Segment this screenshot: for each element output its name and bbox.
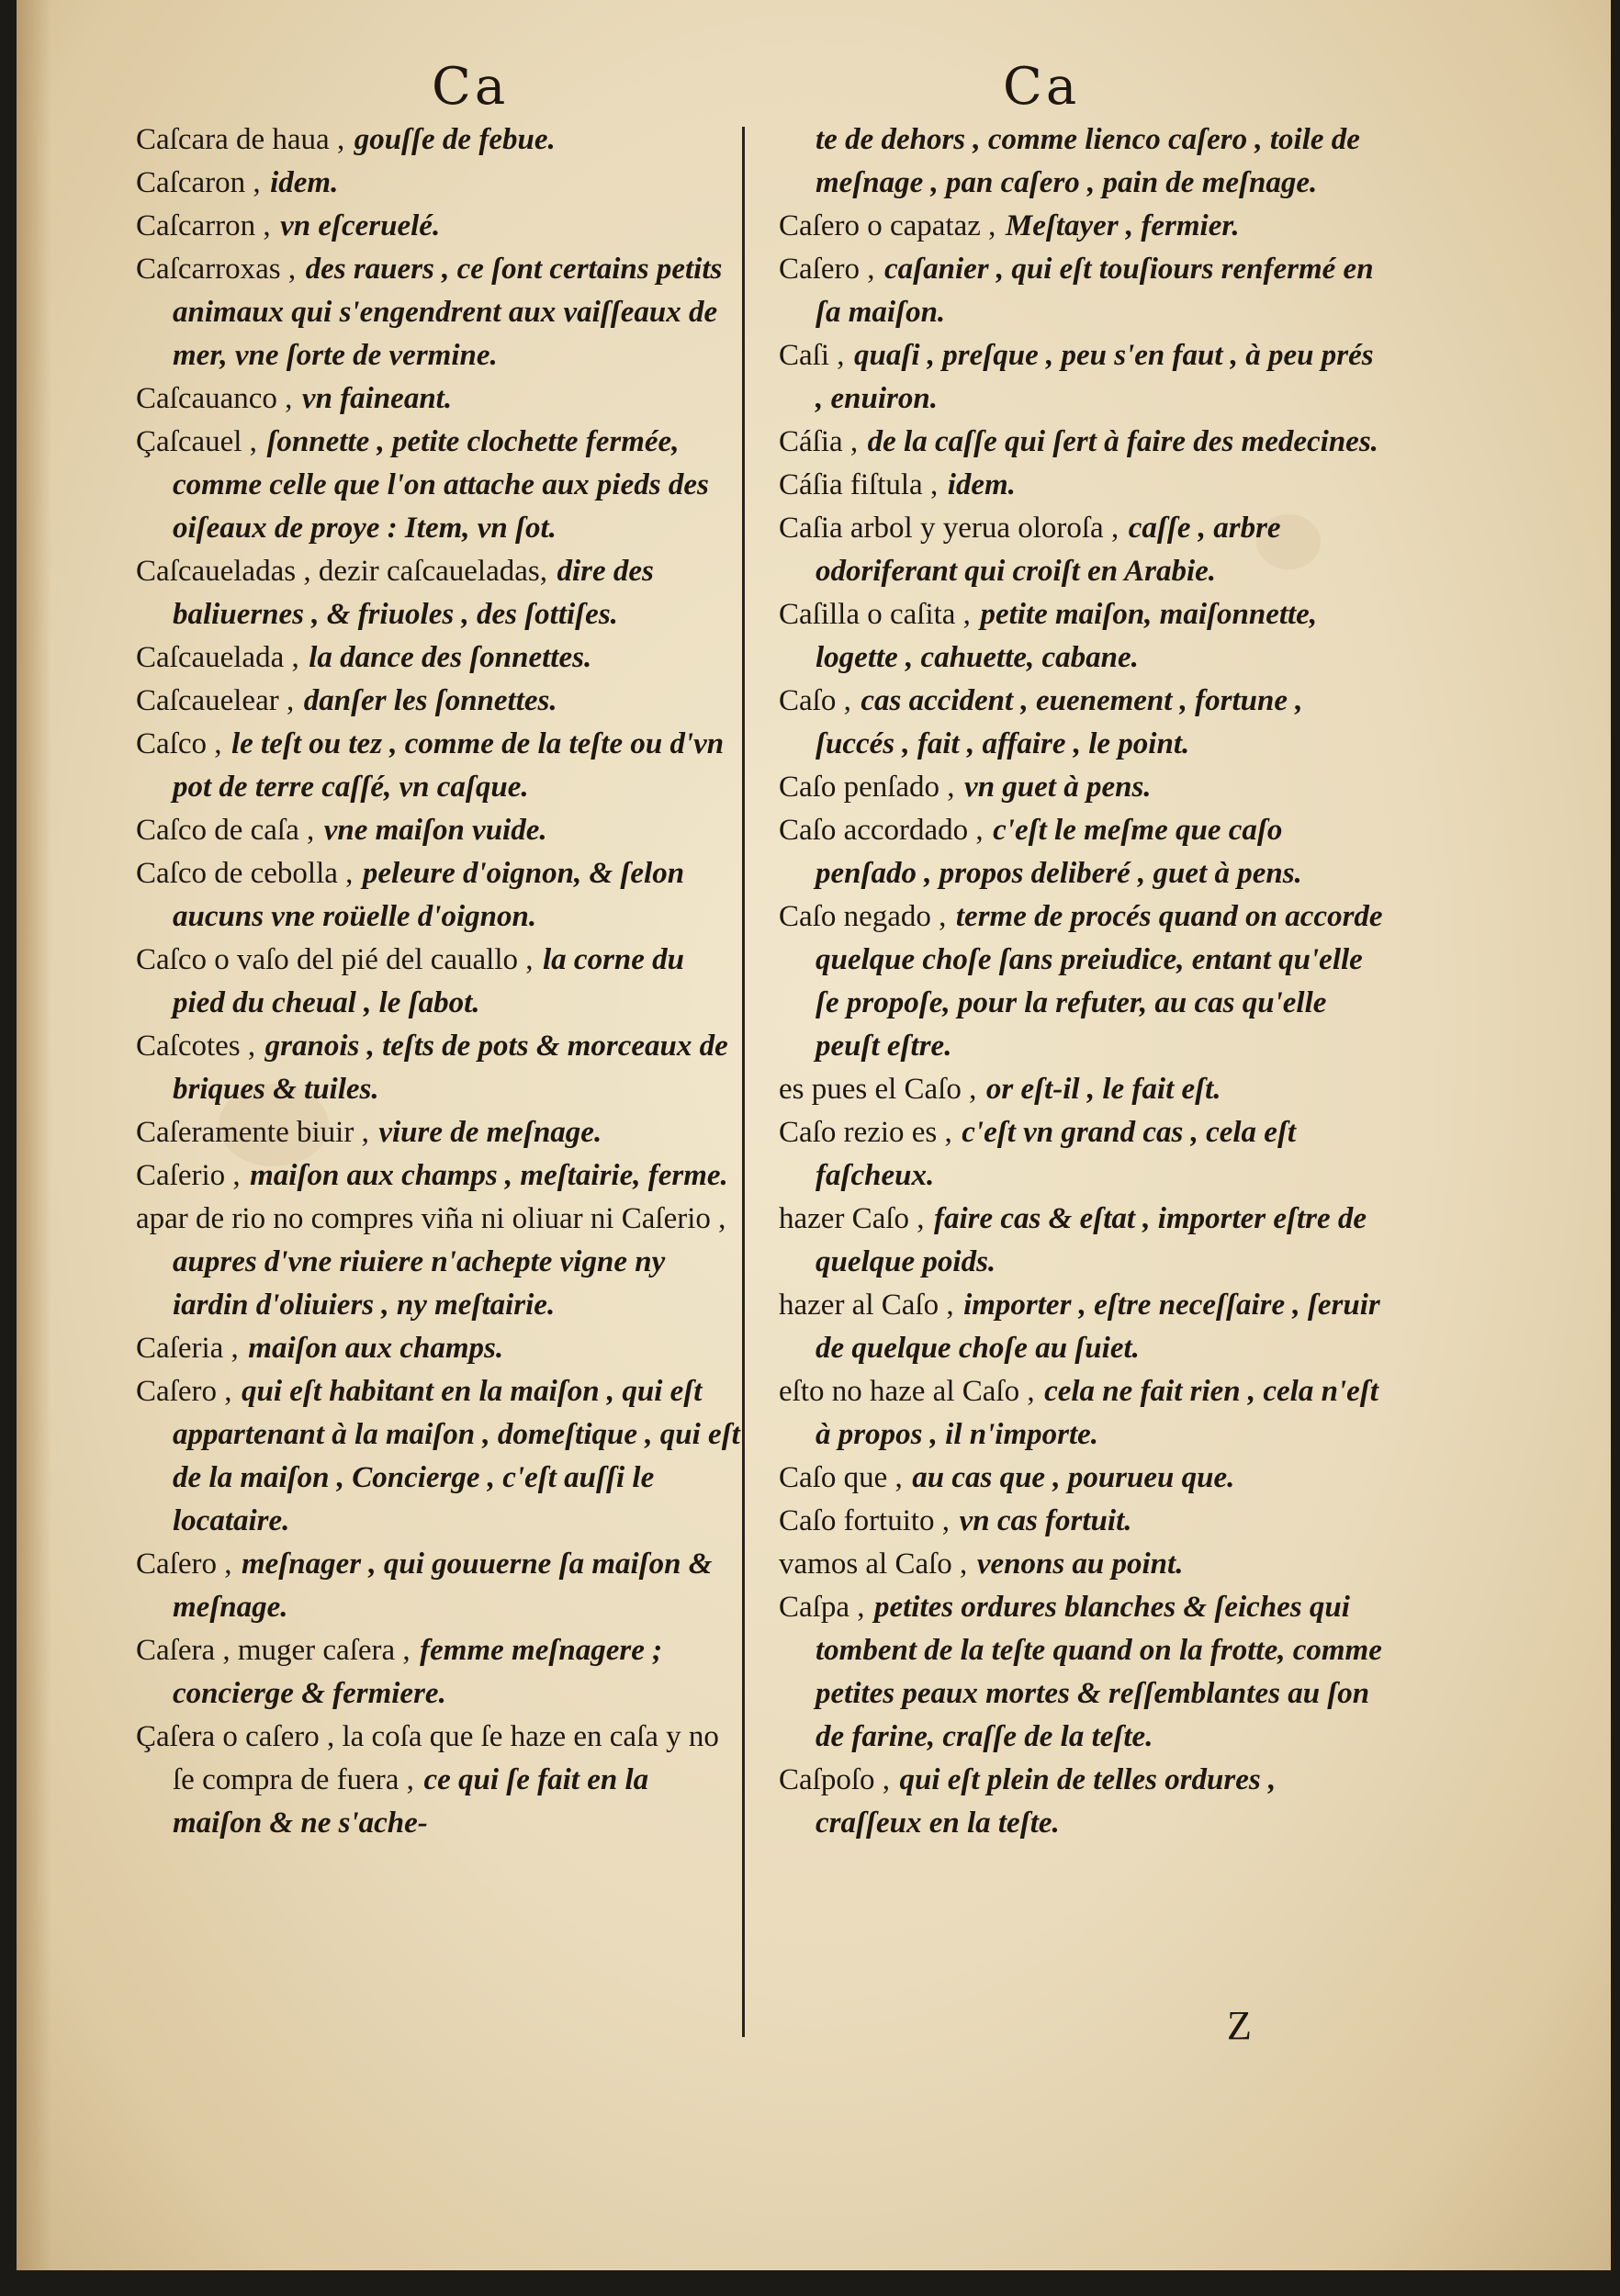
dictionary-entry: [136, 549, 742, 636]
entry-translation: femme meſnagere ; concierge & fermiere.: [173, 1634, 663, 1710]
book-page: [17, 0, 1611, 2270]
entry-translation: gouſſe de febue.: [354, 123, 556, 156]
entry-translation: caſanier , qui eſt touſiours renfermé en ſa maiſon.: [816, 253, 1374, 329]
entry-translation: c'eſt le meſme que caſo penſado , propos deliberé , guet à pens.: [816, 814, 1302, 890]
dictionary-entry: [136, 1715, 742, 1844]
dictionary-entry: [136, 161, 742, 204]
entry-headword: hazer Caſo ,: [779, 1202, 925, 1235]
entry-translation: venons au point.: [976, 1548, 1184, 1581]
entry-translation: granois , teſts de pots & morceaux de briques & tuiles.: [173, 1030, 728, 1106]
entry-translation: quaſi , preſque , peu s'en faut , à peu prés , enuiron.: [816, 339, 1374, 415]
dictionary-entry: [779, 1456, 1385, 1499]
entry-translation: danſer les ſonnettes.: [303, 684, 557, 717]
entry-headword: Caſo negado ,: [779, 900, 947, 933]
dictionary-entry: [136, 1197, 742, 1326]
dictionary-entry: [136, 722, 742, 808]
entry-translation: caſſe , arbre odoriferant qui croiſt en Arabie.: [816, 512, 1281, 588]
entry-translation: or eſt-il , le fait eſt.: [985, 1073, 1221, 1106]
dictionary-entry: [779, 808, 1385, 895]
entry-translation: qui eſt habitant en la maiſon , qui eſt appartenant à la maiſon , domeſtique , qui eſt de la maiſon , Concierge , c'eſt auſſi le locataire.: [173, 1375, 740, 1537]
dictionary-entry: [136, 679, 742, 722]
entry-translation: ſonnette , petite clochette fermée, comme celle que l'on attache aux pieds des oiſeaux de proye : Item, vn ſot.: [173, 425, 709, 545]
entry-translation: c'eſt vn grand cas , cela eſt faſcheux.: [816, 1116, 1297, 1192]
entry-translation: cela ne fait rien , cela n'eſt à propos , il n'importe.: [816, 1375, 1378, 1451]
entry-headword: apar de rio no compres viña ni oliuar ni Caſerio ,: [136, 1202, 726, 1235]
entry-headword: Caſo accordado ,: [779, 814, 984, 847]
entry-translation: dire des baliuernes , & friuoles , des ſottiſes.: [173, 555, 654, 631]
dictionary-entry: [779, 1197, 1385, 1283]
dictionary-entry: [136, 851, 742, 938]
entry-headword: es pues el Caſo ,: [779, 1073, 977, 1106]
dictionary-entry: [779, 118, 1385, 204]
dictionary-entry: [779, 333, 1385, 420]
right-column: [779, 118, 1385, 1844]
entry-translation: importer , eſtre neceſſaire , ſeruir de quelque choſe au ſuiet.: [816, 1289, 1380, 1365]
entry-translation: faire cas & eſtat , importer eſtre de quelque poids.: [816, 1202, 1367, 1278]
entry-headword: Caſo rezio es ,: [779, 1116, 952, 1149]
entry-headword: Caſcauelear ,: [136, 684, 295, 717]
entry-headword: Caſo ,: [779, 684, 851, 717]
dictionary-entry: [779, 1369, 1385, 1456]
entry-translation: qui eſt plein de telles ordures , craſſeux en la teſte.: [816, 1763, 1277, 1840]
entry-translation: idem.: [270, 166, 339, 199]
entry-translation: maiſon aux champs.: [248, 1332, 504, 1365]
entry-translation: petites ordures blanches & ſeiches qui tombent de la teſte quand on la frotte, comme petites peaux mortes & reſſemblantes au ſon de farine, craſſe de la teſte.: [816, 1591, 1382, 1753]
entry-headword: Caſcauanco ,: [136, 382, 293, 415]
signature-mark: Z: [1227, 2003, 1252, 2048]
left-column: [136, 118, 742, 1844]
dictionary-entry: [779, 1110, 1385, 1197]
dictionary-entry: [779, 204, 1385, 247]
entry-translation: cas accident , euenement , fortune , ſuccés , fait , affaire , le point.: [816, 684, 1303, 760]
entry-translation: peleure d'oignon, & ſelon aucuns vne roüelle d'oignon.: [173, 857, 685, 933]
dictionary-entry: [136, 1542, 742, 1628]
running-header-left: Ca: [432, 57, 510, 117]
entry-headword: Caſeramente biuir ,: [136, 1116, 369, 1149]
entry-translation: vn cas fortuit.: [959, 1504, 1132, 1537]
entry-headword: Cáſia ,: [779, 425, 859, 458]
dictionary-entry: [779, 420, 1385, 463]
entry-translation: le teſt ou tez , comme de la teſte ou d'vn pot de terre caſſé, vn caſque.: [173, 727, 725, 804]
entry-translation: de la caſſe qui ſert à faire des medecines.: [867, 425, 1378, 458]
entry-headword: Caſi ,: [779, 339, 845, 372]
entry-headword: vamos al Caſo ,: [779, 1548, 968, 1581]
entry-headword: hazer al Caſo ,: [779, 1289, 954, 1322]
entry-headword: Caſo que ,: [779, 1461, 903, 1494]
entry-headword: Caſo penſado ,: [779, 771, 955, 804]
entry-headword: Caſcaueladas , dezir caſcaueladas,: [136, 555, 547, 588]
entry-headword: Caſilla o caſita ,: [779, 598, 971, 631]
entry-headword: Caſera , muger caſera ,: [136, 1634, 411, 1667]
entry-translation: terme de procés quand on accorde quelque choſe ſans preiudice, entant qu'elle ſe propoſe, pour la refuter, au cas qu'elle peuſt eſtre.: [816, 900, 1383, 1063]
entry-translation: vn faineant.: [301, 382, 453, 415]
entry-headword: Caſia arbol y yerua oloroſa ,: [779, 512, 1119, 545]
entry-headword: Caſcarroxas ,: [136, 253, 297, 286]
entry-translation: petite maiſon, maiſonnette, logette , cahuette, cabane.: [816, 598, 1318, 674]
entry-headword: Caſo fortuito ,: [779, 1504, 951, 1537]
entry-headword: Caſero ,: [779, 253, 875, 286]
entry-headword: Caſco o vaſo del pié del cauallo ,: [136, 943, 534, 976]
dictionary-entry: [136, 377, 742, 420]
entry-headword: Caſco ,: [136, 727, 222, 760]
dictionary-entry: [136, 808, 742, 851]
dictionary-entry: [779, 1542, 1385, 1585]
entry-headword: Caſcarron ,: [136, 209, 271, 242]
entry-translation: au cas que , pourueu que.: [912, 1461, 1235, 1494]
entry-headword: Caſero ,: [136, 1375, 232, 1408]
dictionary-entry: [779, 247, 1385, 333]
dictionary-entry: [136, 1110, 742, 1154]
entry-translation: la corne du pied du cheual , le ſabot.: [173, 943, 685, 1019]
entry-translation: viure de meſnage.: [378, 1116, 602, 1149]
dictionary-entry: [779, 463, 1385, 506]
entry-headword: Cáſia fiſtula ,: [779, 468, 939, 501]
dictionary-entry: [779, 592, 1385, 679]
dictionary-entry: [136, 118, 742, 161]
entry-translation: vn guet à pens.: [964, 771, 1152, 804]
entry-headword: Çaſera o caſero , la coſa que ſe haze en caſa y no ſe compra de fuera ,: [136, 1720, 719, 1796]
entry-translation: vn eſceruelé.: [280, 209, 441, 242]
dictionary-entry: [779, 895, 1385, 1067]
entry-headword: Caſcauelada ,: [136, 641, 299, 674]
entry-translation: vne maiſon vuide.: [323, 814, 547, 847]
page-edge-shadow: [17, 0, 51, 2270]
dictionary-entry: [779, 1585, 1385, 1758]
entry-translation: la dance des ſonnettes.: [309, 641, 592, 674]
entry-headword: Caſcaron ,: [136, 166, 261, 199]
dictionary-entry: [779, 506, 1385, 592]
entry-translation: aupres d'vne riuiere n'achepte vigne ny iardin d'oliuiers , ny meſtairie.: [173, 1245, 666, 1322]
dictionary-entry: [136, 1369, 742, 1542]
entry-headword: Caſpa ,: [779, 1591, 865, 1624]
dictionary-entry: [136, 204, 742, 247]
entry-translation: Meſtayer , fermier.: [1005, 209, 1240, 242]
dictionary-entry: [136, 1326, 742, 1369]
entry-translation: ce qui ſe fait en la maiſon & ne s'ache-: [173, 1763, 649, 1840]
entry-headword: Caſero o capataz ,: [779, 209, 996, 242]
dictionary-entry: [779, 765, 1385, 808]
entry-translation: maiſon aux champs , meſtairie, ferme.: [250, 1159, 728, 1192]
entry-headword: Caſeria ,: [136, 1332, 239, 1365]
entry-headword: Caſco de cebolla ,: [136, 857, 354, 890]
entry-headword: Caſero ,: [136, 1548, 232, 1581]
entry-translation: des rauers , ce ſont certains petits animaux qui s'engendrent aux vaiſſeaux de mer, vne ſorte de vermine.: [173, 253, 723, 372]
dictionary-entry: [136, 938, 742, 1024]
dictionary-entry: [136, 1628, 742, 1715]
dictionary-entry: [779, 1758, 1385, 1844]
running-header-right: Ca: [1003, 57, 1081, 117]
dictionary-entry: [136, 420, 742, 549]
dictionary-entry: [136, 1024, 742, 1110]
dictionary-entry: [779, 1283, 1385, 1369]
entry-headword: Caſco de caſa ,: [136, 814, 315, 847]
dictionary-entry: [779, 1499, 1385, 1542]
column-divider: [742, 127, 745, 2037]
entry-translation: meſnager , qui gouuerne ſa maiſon & meſnage.: [173, 1548, 713, 1624]
entry-headword: Caſcara de haua ,: [136, 123, 345, 156]
entry-headword: eſto no haze al Caſo ,: [779, 1375, 1035, 1408]
entry-translation: idem.: [947, 468, 1016, 501]
entry-headword: Caſpoſo ,: [779, 1763, 890, 1796]
dictionary-entry: [779, 1067, 1385, 1110]
entry-headword: Caſcotes ,: [136, 1030, 256, 1063]
dictionary-entry: [136, 636, 742, 679]
entry-headword: Caſerio ,: [136, 1159, 241, 1192]
entry-headword: Çaſcauel ,: [136, 425, 257, 458]
dictionary-entry: [779, 679, 1385, 765]
dictionary-entry: [136, 1154, 742, 1197]
entry-translation: te de dehors , comme lienco caſero , toile de meſnage , pan caſero , pain de meſnage.: [816, 123, 1360, 199]
dictionary-entry: [136, 247, 742, 377]
